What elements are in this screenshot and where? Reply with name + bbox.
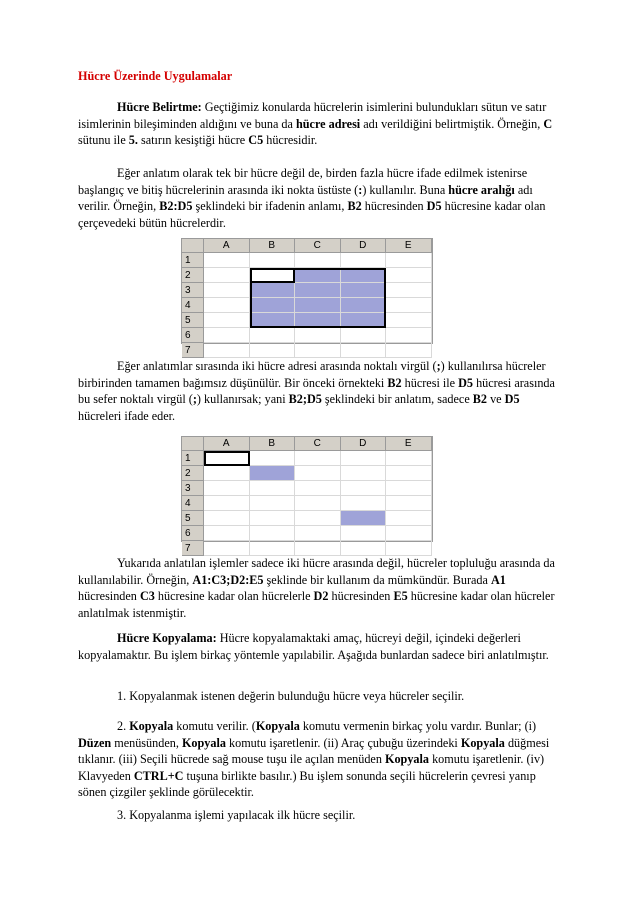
cell-c2 [295,268,341,283]
cell-c1 [295,451,341,466]
cell-c5 [295,313,341,328]
cell-c6 [295,328,341,343]
corner-header [182,239,204,253]
cell-d1 [341,451,387,466]
row-header-3: 3 [182,481,204,496]
cell-d3 [341,481,387,496]
cell-d7 [341,343,387,358]
column-header-d: D [341,239,387,253]
paragraph-cell-groups: Yukarıda anlatılan işlemler sadece iki hücre arasında değil, hücreler topluluğu arasında da kullanılabilir. Örneğin, A1:C3;D2:E5 şeklinde bir kullanım da mümkündür. Burada A1 hücresinden C3 hücresine kadar olan hücrelerle D2 hücresinden E5 hücresine kadar olan hücreler anlatılmak istenmiştir. [78,556,555,620]
cell-d7 [341,541,387,556]
cell-e7 [386,541,432,556]
column-header-d: D [341,437,387,451]
cell-a6 [204,328,250,343]
row-header-5: 5 [182,511,204,526]
cell-b4 [250,298,296,313]
cell-a3 [204,481,250,496]
cell-b2 [250,268,296,283]
row-header-3: 3 [182,283,204,298]
cell-b2 [250,466,296,481]
cell-e4 [386,496,432,511]
cell-c7 [295,541,341,556]
bold-term: Hücre Belirtme: [117,100,202,114]
cell-e2 [386,466,432,481]
cell-c4 [295,298,341,313]
paragraph-cell-reference: Hücre Belirtme: Geçtiğimiz konularda hücrelerin isimlerini bulundukları sütun ve satır isimlerinin bileşiminden aldığını ve buna da hücre adresi adı verildiğini belirtmiştik. Örneğin, C sütunu ile 5. satırın kesiştiği hücre C5 hücresidir. [78,100,553,148]
cell-b1 [250,451,296,466]
cell-b5 [250,511,296,526]
row-header-1: 1 [182,451,204,466]
column-header-b: B [250,437,296,451]
row-header-2: 2 [182,268,204,283]
cell-b4 [250,496,296,511]
cell-d3 [341,283,387,298]
cell-c5 [295,511,341,526]
cell-e3 [386,283,432,298]
column-header-e: E [386,437,432,451]
cell-e6 [386,526,432,541]
cell-c1 [295,253,341,268]
paragraph-semicolon: Eğer anlatımlar sırasında iki hücre adresi arasında noktalı virgül (;) kullanılırsa hücreler birbirinden tamamen bağımsız düşünülür. Bir önceki örnekteki B2 hücresi ile D5 hücresi arasında bu sefer noktalı virgül (;) kullanırsak; yani B2;D5 şeklindeki bir anlatım, sadece B2 ve D5 hücreleri ifade eder. [78,359,555,423]
cell-d4 [341,298,387,313]
cell-c6 [295,526,341,541]
cell-a3 [204,283,250,298]
row-header-6: 6 [182,526,204,541]
cell-a5 [204,511,250,526]
row-header-1: 1 [182,253,204,268]
cell-e6 [386,328,432,343]
cell-a1 [204,253,250,268]
corner-header [182,437,204,451]
cell-b7 [250,343,296,358]
cell-a7 [204,541,250,556]
cell-a7 [204,343,250,358]
column-header-a: A [204,437,250,451]
cell-c3 [295,481,341,496]
cell-e4 [386,298,432,313]
cell-b6 [250,328,296,343]
cell-d1 [341,253,387,268]
row-header-4: 4 [182,496,204,511]
cell-e1 [386,451,432,466]
cell-a6 [204,526,250,541]
cell-d2 [341,268,387,283]
cell-a4 [204,496,250,511]
cell-a5 [204,313,250,328]
cell-b3 [250,283,296,298]
cell-b6 [250,526,296,541]
step-1: 1. Kopyalanmak istenen değerin bulunduğu hücre veya hücreler seçilir. [117,689,465,703]
cell-b7 [250,541,296,556]
cell-d5 [341,313,387,328]
cell-b1 [250,253,296,268]
cell-d5 [341,511,387,526]
row-header-6: 6 [182,328,204,343]
row-header-5: 5 [182,313,204,328]
cell-c2 [295,466,341,481]
row-header-7: 7 [182,343,204,358]
cell-a2 [204,268,250,283]
spreadsheet-range-example [181,238,433,356]
column-header-a: A [204,239,250,253]
paragraph-cell-range: Eğer anlatım olarak tek bir hücre değil de, birden fazla hücre ifade edilmek istenirse başlangıç ve bitiş hücrelerinin arasında iki nokta üstüste (:) kullanılır. Buna hücre aralığı adı verilir. Örneğin, B2:D5 şeklindeki bir ifadenin anlamı, B2 hücresinden D5 hücresine kadar olan çerçevedeki bütün hücrelerdir. [78,166,546,230]
cell-e1 [386,253,432,268]
row-header-7: 7 [182,541,204,556]
cell-e5 [386,511,432,526]
page-title: Hücre Üzerinde Uygulamalar [78,69,233,83]
cell-a4 [204,298,250,313]
row-header-4: 4 [182,298,204,313]
cell-b3 [250,481,296,496]
column-header-b: B [250,239,296,253]
cell-e5 [386,313,432,328]
cell-e2 [386,268,432,283]
paragraph-cell-copy: Hücre Kopyalama: Hücre kopyalamaktaki amaç, hücreyi değil, içindeki değerleri kopyalamaktır. Bu işlem birkaç yöntemle yapılabilir. Aşağıda bunlardan sadece biri anlatılmıştır. [78,631,549,662]
cell-b5 [250,313,296,328]
cell-e7 [386,343,432,358]
step-3: 3. Kopyalanma işlemi yapılacak ilk hücre seçilir. [117,808,356,822]
column-header-e: E [386,239,432,253]
cell-d4 [341,496,387,511]
cell-d6 [341,526,387,541]
cell-a2 [204,466,250,481]
cell-e3 [386,481,432,496]
column-header-c: C [295,239,341,253]
cell-c3 [295,283,341,298]
cell-d6 [341,328,387,343]
cell-d2 [341,466,387,481]
spreadsheet-separate-cells-example [181,436,433,554]
cell-c7 [295,343,341,358]
step-2: 2. Kopyala komutu verilir. (Kopyala komutu vermenin birkaç yolu vardır. Bunlar; (i) Düzen menüsünden, Kopyala komutu işaretlenir. (ii) Araç çubuğu üzerindeki Kopyala düğmesi tıklanır. (iii) Seçili hücrede sağ mouse tuşu ile açılan menüden Kopyala komutu işaretlenir. (iv) Klavyeden CTRL+C tuşuna birlikte basılır.) Bu işlem sonunda seçili hücrelerin çevresi yanıp sönen çizgiler şeklinde görülecektir. [78,719,550,800]
column-header-c: C [295,437,341,451]
cell-a1 [204,451,250,466]
cell-c4 [295,496,341,511]
row-header-2: 2 [182,466,204,481]
